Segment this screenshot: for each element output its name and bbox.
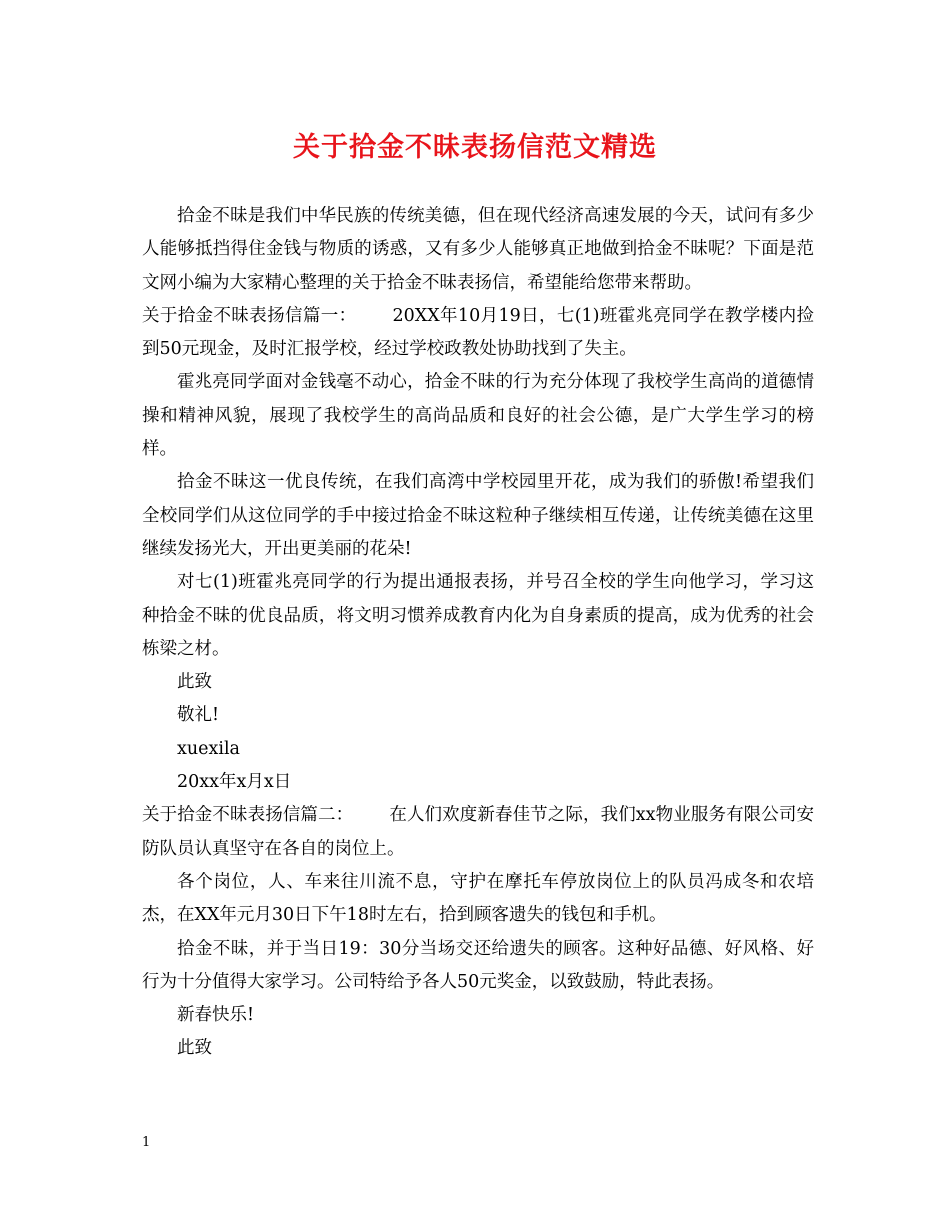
- closing-line: 此致: [177, 1038, 212, 1059]
- closing-line: 此致: [177, 672, 212, 693]
- section-one-heading: 关于拾金不昧表扬信篇一：: [142, 305, 357, 326]
- date-line: 20xx年x月x日: [177, 772, 292, 793]
- section-two-text: 在人们欢度新春佳节之际，我们xx物业服务有限公司安防队员认真坚守在各自的岗位上。: [142, 805, 814, 859]
- intro-paragraph: 拾金不昧是我们中华民族的传统美德，但在现代经济高速发展的今天，试问有多少人能够抵挡得住金钱与物质的诱惑，又有多少人能够真正地做到拾金不昧呢？下面是范文网小编为大家精心整理的关于拾金不昧表扬信，希望能给您带来帮助。: [142, 206, 814, 293]
- section-two-paragraph: [142, 799, 814, 866]
- section-one-text: 20XX年10月19日，七(1)班霍兆亮同学在教学楼内捡到50元现金，及时汇报学校，经过学校政教处协助找到了失主。: [142, 305, 814, 360]
- greeting-line: 新春快乐!: [177, 1005, 255, 1026]
- salutation-line: 敬礼!: [177, 705, 220, 726]
- body-paragraph: 霍兆亮同学面对金钱毫不动心，拾金不昧的行为充分体现了我校学生高尚的道德情操和精神风貌，展现了我校学生的高尚品质和良好的社会公德，是广大学生学习的榜样。: [142, 372, 814, 460]
- section-two-heading: 关于拾金不昧表扬信篇二：: [142, 805, 354, 826]
- document-body: [142, 200, 814, 1066]
- signature-line: xuexila: [177, 738, 240, 759]
- document-title: 关于拾金不昧表扬信范文精选: [293, 132, 657, 163]
- section-one-paragraph: [142, 300, 814, 367]
- body-paragraph: 拾金不昧这一优良传统，在我们高湾中学校园里开花，成为我们的骄傲!希望我们全校同学们从这位同学的手中接过拾金不昧这粒种子继续相互传递，让传统美德在这里继续发扬光大，开出更美丽的花朵!: [142, 472, 814, 559]
- body-paragraph: 各个岗位，人、车来往川流不息，守护在摩托车停放岗位上的队员冯成冬和农培杰，在XX年元月30日下午18时左右，拾到顾客遗失的钱包和手机。: [142, 871, 814, 926]
- body-paragraph: 拾金不昧，并于当日19：30分当场交还给遗失的顾客。这种好品德、好风格、好行为十分值得大家学习。公司特给予各人50元奖金，以致鼓励，特此表扬。: [142, 938, 814, 992]
- body-paragraph: 对七(1)班霍兆亮同学的行为提出通报表扬，并号召全校的学生向他学习，学习这种拾金不昧的优良品质，将文明习惯养成教育内化为自身素质的提高，成为优秀的社会栋梁之材。: [142, 572, 814, 659]
- page-number: 1: [142, 1135, 151, 1150]
